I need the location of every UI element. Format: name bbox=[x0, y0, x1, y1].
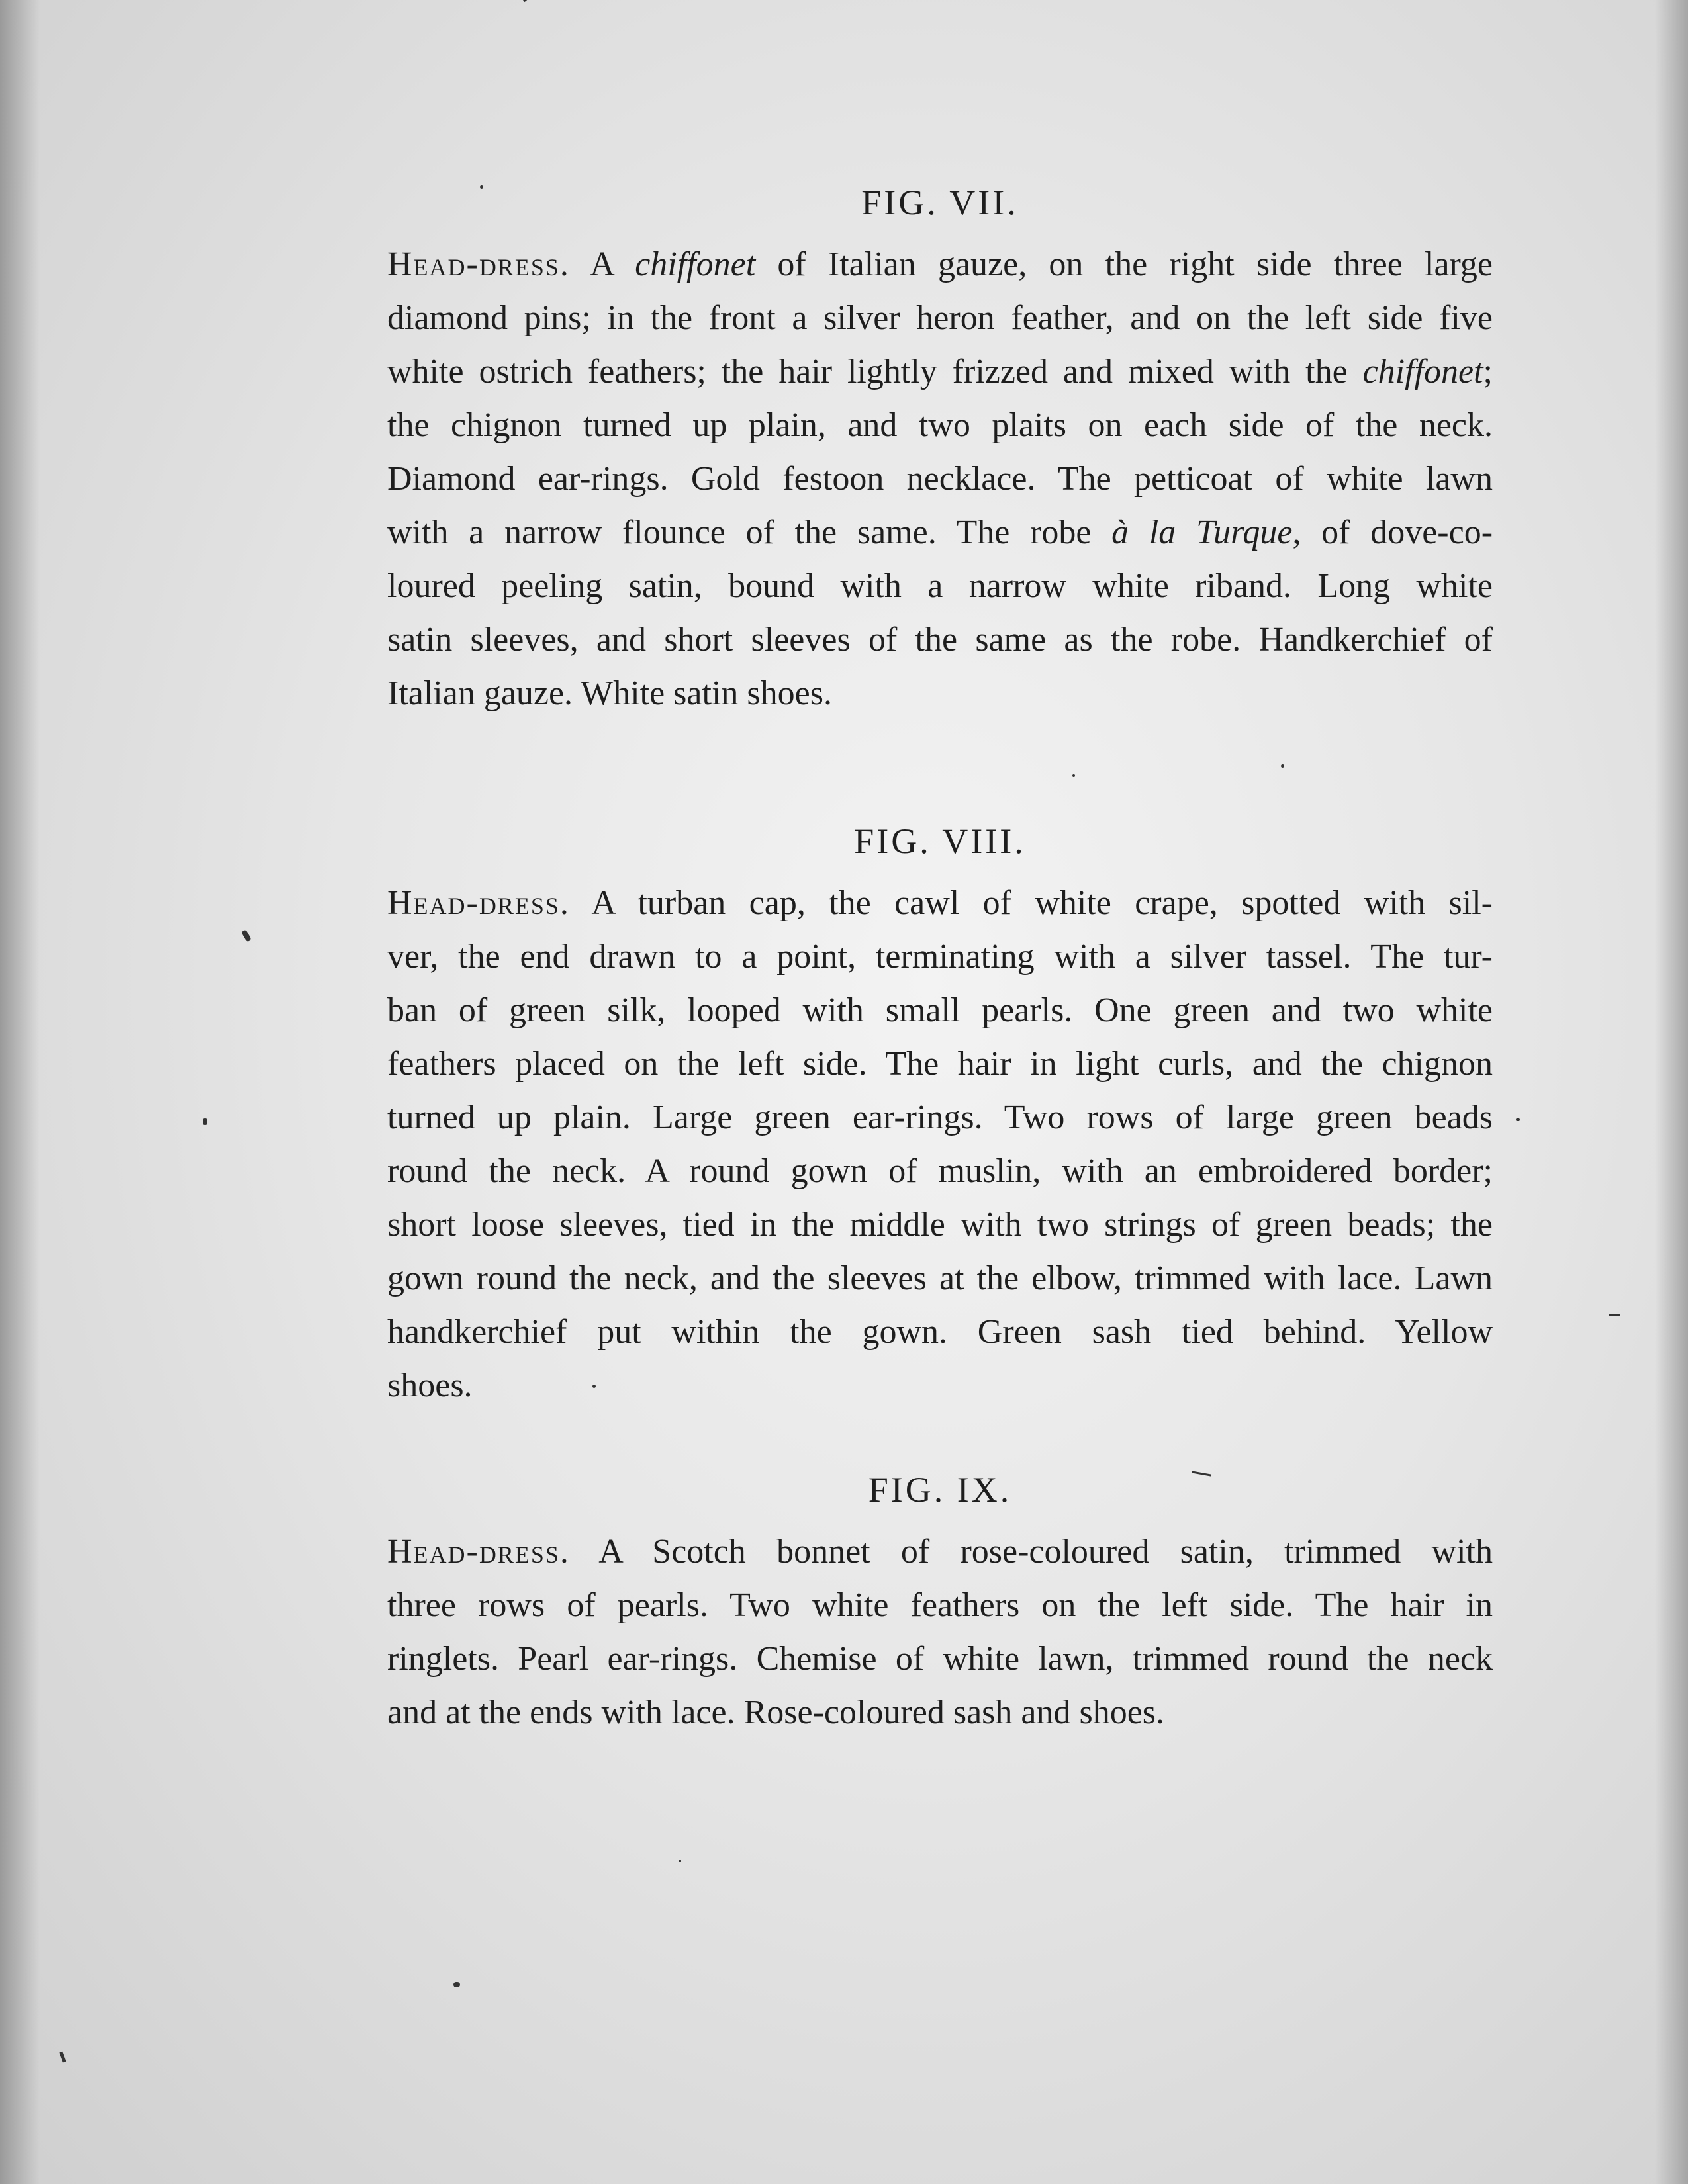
text-line: white ostrich feathers; the hair lightly frizzed and mixed with the chiffonet; bbox=[387, 353, 1493, 390]
page-edge-shadow-right bbox=[1655, 0, 1688, 2184]
head-dress-label: Head-dress. bbox=[387, 246, 570, 283]
speck bbox=[592, 1385, 596, 1388]
text-line: Head-dress. A turban cap, the cawl of white crape, spotted with sil- bbox=[387, 884, 1493, 922]
fig-vii-description bbox=[387, 238, 1493, 720]
fig-viii-description bbox=[387, 876, 1493, 1412]
text-line: ver, the end drawn to a point, terminating with a silver tassel. The tur- bbox=[387, 938, 1493, 976]
text-line: three rows of pearls. Two white feathers on the left side. The hair in bbox=[387, 1586, 1493, 1624]
speck bbox=[480, 185, 483, 189]
speck bbox=[241, 929, 252, 942]
speck bbox=[1072, 774, 1075, 777]
speck bbox=[1609, 1314, 1620, 1316]
fig-vii-title: FIG. VII. bbox=[861, 183, 1019, 222]
text-line: ban of green silk, looped with small pearls. One green and two white bbox=[387, 991, 1493, 1029]
speck bbox=[1516, 1118, 1520, 1121]
text-line: the chignon turned up plain, and two plaits on each side of the neck. bbox=[387, 406, 1493, 444]
text-line: Head-dress. A chiffonet of Italian gauze, on the right side three large bbox=[387, 246, 1493, 283]
speck bbox=[679, 1860, 681, 1862]
fig-vii-section bbox=[387, 182, 1493, 720]
text-line: loured peeling satin, bound with a narrow white riband. Long white bbox=[387, 567, 1493, 605]
speck bbox=[453, 1982, 460, 1987]
fig-viii-section bbox=[387, 821, 1493, 1412]
text-line: feathers placed on the left side. The hair in light curls, and the chignon bbox=[387, 1045, 1493, 1083]
fig-ix-description bbox=[387, 1525, 1493, 1739]
text-line: round the neck. A round gown of muslin, with an embroidered border; bbox=[387, 1152, 1493, 1190]
head-dress-label: Head-dress. bbox=[387, 1533, 570, 1570]
page-edge-shadow-left bbox=[0, 0, 40, 2184]
fig-ix-section bbox=[387, 1469, 1493, 1739]
ink-stroke bbox=[523, 0, 545, 2]
text-line: diamond pins; in the front a silver heron feather, and on the left side five bbox=[387, 299, 1493, 337]
text-line: Diamond ear-rings. Gold festoon necklace. The petticoat of white lawn bbox=[387, 460, 1493, 498]
text-line: ringlets. Pearl ear-rings. Chemise of white lawn, trimmed round the neck bbox=[387, 1640, 1493, 1678]
text-line: satin sleeves, and short sleeves of the same as the robe. Handkerchief of bbox=[387, 621, 1493, 659]
speck bbox=[203, 1118, 207, 1125]
text-line: shoes. bbox=[387, 1367, 473, 1404]
text-line: Italian gauze. White satin shoes. bbox=[387, 674, 832, 712]
text-line: Head-dress. A Scotch bonnet of rose-coloured satin, trimmed with bbox=[387, 1533, 1493, 1570]
text-line: gown round the neck, and the sleeves at the elbow, trimmed with lace. Lawn bbox=[387, 1259, 1493, 1297]
text-line: turned up plain. Large green ear-rings. Two rows of large green beads bbox=[387, 1099, 1493, 1136]
text-line: with a narrow flounce of the same. The robe à la Turque, of dove-co- bbox=[387, 514, 1493, 551]
fig-ix-title: FIG. IX. bbox=[868, 1470, 1012, 1510]
speck bbox=[1281, 764, 1284, 768]
fig-viii-title: FIG. VIII. bbox=[854, 821, 1026, 861]
speck bbox=[59, 2052, 66, 2063]
text-line: handkerchief put within the gown. Green sash tied behind. Yellow bbox=[387, 1313, 1493, 1351]
head-dress-label: Head-dress. bbox=[387, 884, 570, 922]
text-line: short loose sleeves, tied in the middle with two strings of green beads; the bbox=[387, 1206, 1493, 1244]
text-line: and at the ends with lace. Rose-coloured sash and shoes. bbox=[387, 1694, 1165, 1731]
